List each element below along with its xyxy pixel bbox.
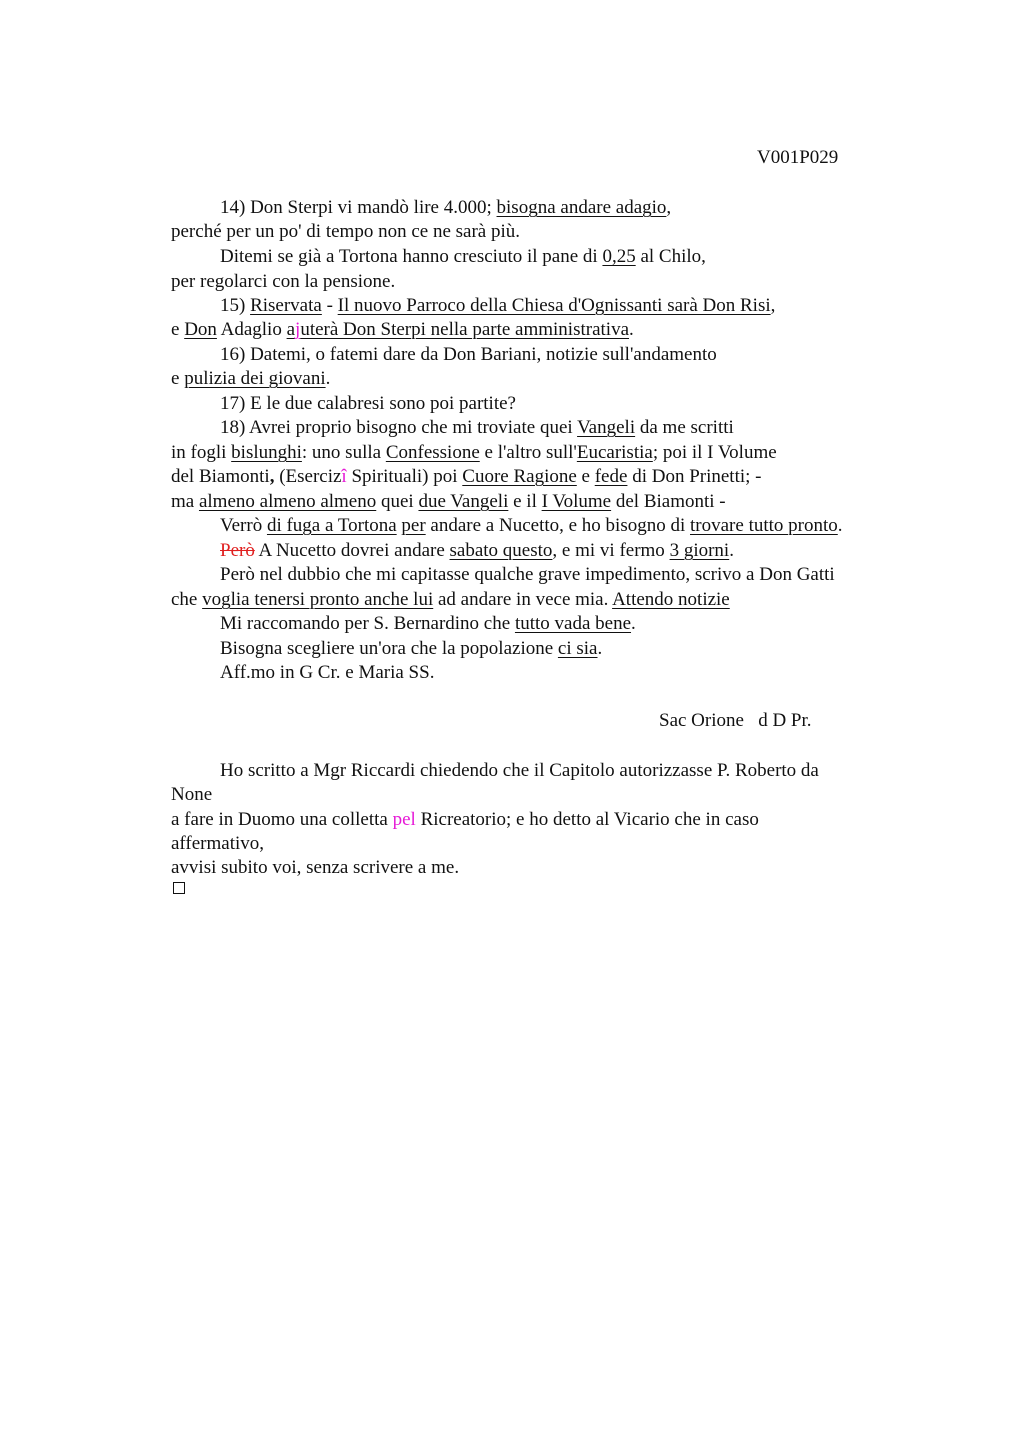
text-segment: bislunghi (231, 442, 302, 463)
text-segment: 16) Datemi, o fatemi dare da Don Bariani, notizie sull'andamento (220, 344, 717, 365)
text-segment: sabato questo (449, 540, 553, 561)
text-line (171, 220, 520, 244)
text-segment: 3 giorni (669, 540, 730, 561)
text-segment: . (325, 368, 331, 389)
text-segment: - (321, 295, 338, 316)
text-line (220, 759, 819, 783)
text-segment: I Volume (541, 491, 612, 512)
checkbox-glyph (173, 882, 185, 894)
text-line (220, 343, 717, 367)
text-line (220, 612, 636, 636)
text-segment: e (171, 368, 185, 389)
text-segment: Don (184, 319, 217, 340)
text-line (171, 270, 395, 294)
text-segment: Ho scritto a Mgr Riccardi chiedendo che il Capitolo autorizzasse P. Roberto da (220, 760, 819, 781)
text-segment: quei (376, 491, 419, 512)
text-segment: Confessione (385, 442, 480, 463)
text-segment: Cuore Ragione (462, 466, 577, 487)
text-line (171, 588, 730, 612)
text-segment: . (631, 613, 636, 634)
text-segment: Ricreatorio; e ho detto al Vicario che in caso (415, 809, 759, 830)
text-line (220, 661, 434, 685)
text-segment: Il nuovo Parroco della Chiesa d'Ognissanti sarà Don Risi (337, 295, 771, 316)
text-line (171, 465, 762, 489)
text-line (220, 196, 671, 220)
text-segment: di fuga a Tortona (266, 515, 397, 536)
text-segment: che (171, 589, 203, 610)
text-segment: 18) Avrei proprio bisogno che mi troviate quei (220, 417, 578, 438)
text-segment: . (597, 638, 603, 659)
text-segment: î (341, 466, 347, 487)
text-line (220, 637, 602, 661)
text-segment: a (286, 319, 296, 340)
text-segment: , (269, 466, 275, 487)
text-segment: . (837, 515, 843, 536)
text-segment: bisogna andare adagio (496, 197, 667, 218)
text-segment: in fogli (171, 442, 232, 463)
text-line (171, 856, 459, 880)
text-line (171, 808, 759, 832)
text-segment: per regolarci con la pensione. (171, 271, 396, 292)
text-segment: 14) Don Sterpi vi mandò lire 4.000; (220, 197, 497, 218)
text-segment: Ditemi se già a Tortona hanno cresciuto il pane di (220, 246, 603, 267)
text-segment: j (295, 319, 301, 340)
text-segment: a fare in Duomo una colletta (171, 809, 393, 830)
text-segment: perché per un po' di tempo non ce ne sarà più. (171, 221, 520, 242)
text-segment: da me scritti (635, 417, 734, 438)
text-segment: ci sia (557, 638, 598, 659)
text-line (171, 318, 634, 342)
text-segment: Vangeli (577, 417, 636, 438)
text-line (220, 294, 775, 318)
text-line (220, 514, 843, 538)
text-segment: 0,25 (602, 246, 636, 267)
text-segment: di Don Prinetti; - (627, 466, 762, 487)
text-segment: Verrò (220, 515, 267, 536)
text-segment: affermativo, (171, 833, 265, 854)
text-segment: pulizia dei giovani (184, 368, 326, 389)
text-segment: Bisogna scegliere un'ora che la popolazione (220, 638, 558, 659)
signature: Sac Orione d D Pr. (659, 710, 812, 731)
text-segment: : uno sulla (301, 442, 386, 463)
page-id: V001P029 (757, 147, 839, 168)
text-segment: Riservata (250, 295, 322, 316)
text-line (171, 783, 212, 807)
text-line (220, 539, 734, 563)
text-segment: trovare tutto pronto (690, 515, 838, 536)
text-segment: ad andare in vece mia. (433, 589, 613, 610)
text-segment: , e mi vi fermo (552, 540, 670, 561)
text-segment: del Biamonti (171, 466, 270, 487)
text-segment: (Eserciz (274, 466, 342, 487)
text-line (171, 441, 777, 465)
text-segment: Attendo notizie (612, 589, 730, 610)
text-line (220, 563, 835, 587)
text-segment: ; poi il I Volume (652, 442, 777, 463)
text-segment: . (729, 540, 734, 561)
text-segment: Spirituali) poi (346, 466, 463, 487)
text-segment: Adaglio (216, 319, 287, 340)
text-segment: e il (508, 491, 542, 512)
text-segment: al Chilo, (635, 246, 706, 267)
text-segment: 17) E le due calabresi sono poi partite? (220, 393, 516, 414)
text-segment: Però (220, 540, 255, 561)
text-segment: tutto vada bene (514, 613, 632, 634)
text-line (220, 416, 734, 440)
text-segment: per (401, 515, 426, 536)
text-segment: None (171, 784, 213, 805)
text-segment: Però nel dubbio che mi capitasse qualche grave impedimento, scrivo a Don Gatti (220, 564, 835, 585)
text-segment: . (629, 319, 634, 340)
text-segment: Aff.mo in G Cr. e Maria SS. (220, 662, 435, 683)
text-segment: andare a Nucetto, e ho bisogno di (425, 515, 691, 536)
text-line (220, 245, 706, 269)
text-segment: ma (171, 491, 199, 512)
text-segment: pel (392, 809, 416, 830)
text-segment: , (770, 295, 776, 316)
text-segment: A Nucetto dovrei andare (254, 540, 450, 561)
text-segment: 15) (220, 295, 251, 316)
text-line (171, 832, 264, 856)
text-line (220, 392, 516, 416)
text-segment: e (171, 319, 185, 340)
text-segment: e (576, 466, 595, 487)
text-segment: avvisi subito voi, senza scrivere a me. (171, 857, 460, 878)
text-segment: Mi raccomando per S. Bernardino che (220, 613, 515, 634)
text-segment: , (666, 197, 672, 218)
text-segment: due Vangeli (418, 491, 509, 512)
text-segment: almeno almeno almeno (198, 491, 377, 512)
text-segment: Eucaristia (576, 442, 653, 463)
text-segment: e l'altro sull' (479, 442, 577, 463)
text-segment: voglia tenersi pronto anche lui (202, 589, 434, 610)
text-segment: fede (594, 466, 628, 487)
text-line (171, 367, 330, 391)
text-segment: del Biamonti - (611, 491, 726, 512)
text-line (171, 490, 726, 514)
text-segment: uterà Don Sterpi nella parte amministrativa (300, 319, 630, 340)
